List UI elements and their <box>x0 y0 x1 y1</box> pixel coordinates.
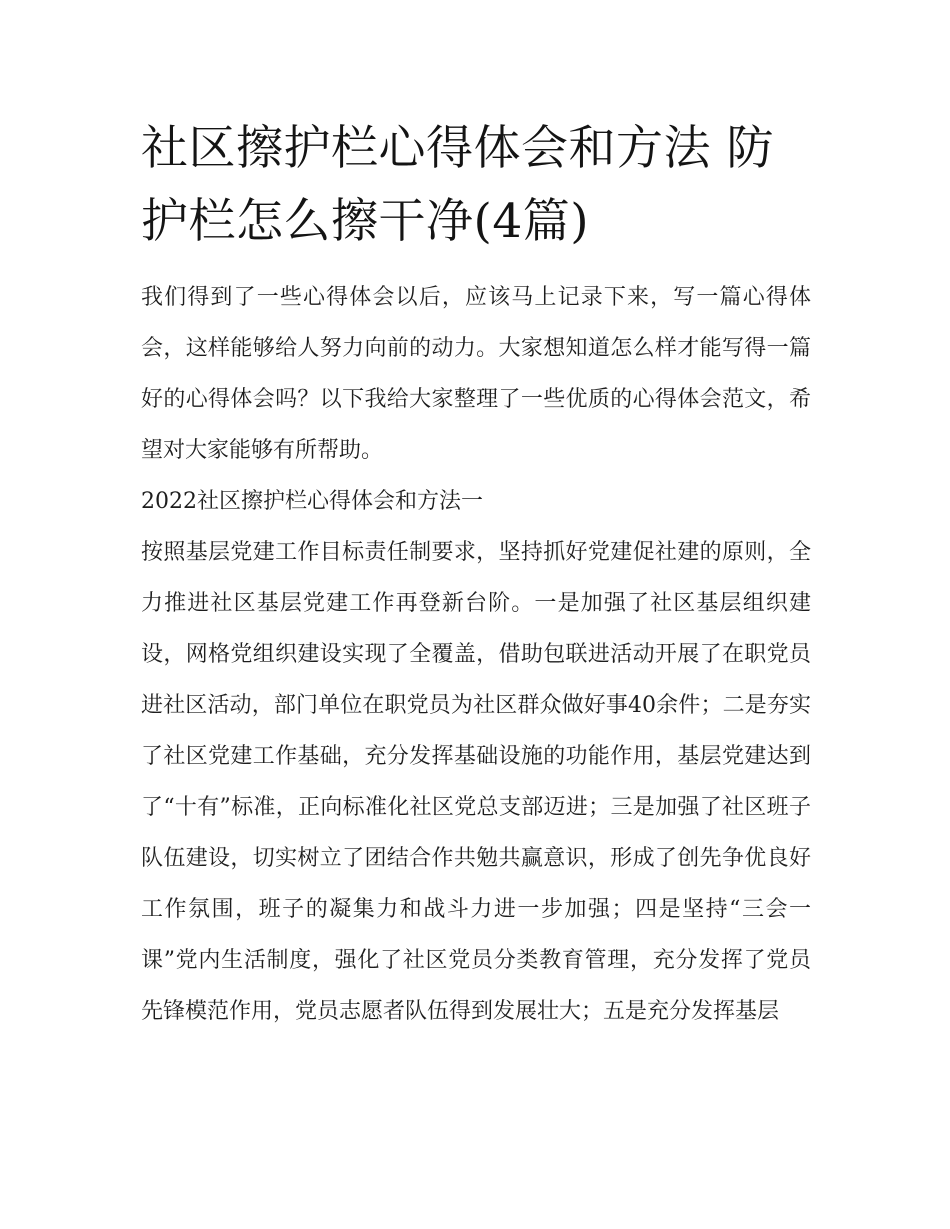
document-title: 社区擦护栏心得体会和方法 防护栏怎么擦干净(4篇) <box>141 121 774 249</box>
section-heading: 2022社区擦护栏心得体会和方法一 <box>141 489 483 514</box>
body-paragraph: 按照基层党建工作目标责任制要求，坚持抓好党建促社建的原则，全力推进社区基层党建工作再登新台阶。一是加强了社区基层组织建设，网格党组织建设实现了全覆盖，借助包联进活动开展了在职党员进社区活动，部门单位在职党员为社区群众做好事40余件；二是夯实了社区党建工作基础，充分发挥基础设施的功能作用，基层党建达到了“十有”标准，正向标准化社区党总支部迈进；三是加强了社区班子队伍建设，切实树立了团结合作共勉共赢意识，形成了创先争优良好工作氛围，班子的凝集力和战斗力进一步加强；四是坚持“三会一课”党内生活制度，强化了社区党员分类教育管理，充分发挥了党员先锋模范作用，党员志愿者队伍得到发展壮大；五是充分发挥基层 <box>141 540 811 1024</box>
intro-paragraph: 我们得到了一些心得体会以后，应该马上记录下来，写一篇心得体会，这样能够给人努力向前的动力。大家想知道怎么样才能写得一篇好的心得体会吗？以下我给大家整理了一些优质的心得体会范文，希望对大家能够有所帮助。 <box>141 285 811 463</box>
document-content <box>141 112 811 1037</box>
